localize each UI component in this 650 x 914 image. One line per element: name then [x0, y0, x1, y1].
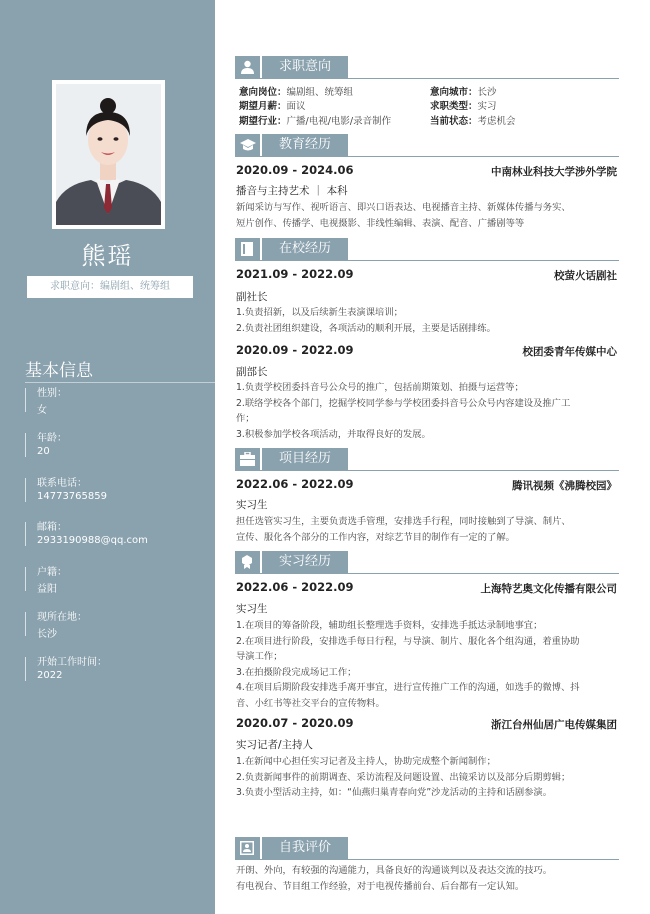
- paragraph-line: 音、小红书等社交平台的宣传物料。: [236, 697, 385, 709]
- section-title: 自我评价: [262, 837, 348, 859]
- section-header-internship: [235, 551, 348, 573]
- project-org: 腾讯视频《沸腾校园》: [512, 480, 617, 492]
- intent-label: 当前状态：: [430, 116, 478, 127]
- paragraph-line: 有电视台、节目组工作经验，对于电视传播前台、后台都有一定认知。: [236, 880, 525, 892]
- intent-value: 实习: [477, 101, 497, 112]
- info-label: 户籍：: [37, 567, 67, 578]
- section-title: 在校经历: [262, 238, 348, 260]
- paragraph-line: 作；: [236, 413, 255, 424]
- section-rule: [235, 859, 619, 860]
- info-label: 性别：: [37, 388, 67, 399]
- intent-row-1: [239, 84, 353, 98]
- intent-label: 意向城市：: [430, 87, 478, 98]
- project-desc: [236, 514, 621, 545]
- info-bar: [25, 522, 26, 546]
- candidate-name: 熊瑶: [81, 242, 134, 270]
- education-courses: [236, 200, 621, 231]
- book-icon: [235, 238, 260, 260]
- intent-value: 考虑机会: [477, 116, 516, 127]
- info-value: 2933190988@qq.com: [37, 535, 148, 546]
- briefcase-icon: [235, 448, 260, 470]
- intent-row-2-right: [430, 98, 497, 112]
- basic-info-divider: [25, 382, 215, 383]
- campus-2-role: 副部长: [236, 366, 268, 378]
- paragraph-line: 2.负责社团组织建设，各项活动的顺利开展，主要是话剧排练。: [236, 322, 496, 334]
- paragraph-line: 4.在项目后期阶段安排选手离开事宜，进行宣传推广工作的沟通，如选手的微博、抖: [236, 682, 580, 693]
- intent-value: 长沙: [477, 87, 497, 98]
- internship-2-date: 2020.07 - 2020.09: [236, 716, 354, 730]
- paragraph-line: 1.负责学校团委抖音号公众号的推广，包括前期策划、拍摄与运营等；: [236, 382, 524, 393]
- basic-info-title: 基本信息: [25, 361, 93, 381]
- intent-value: 面议: [286, 101, 306, 112]
- info-value: 益阳: [37, 584, 57, 595]
- campus-1-role: 副社长: [236, 291, 268, 303]
- paragraph-line: 导演工作；: [236, 651, 283, 662]
- internship-1-role: 实习生: [236, 603, 268, 615]
- sidebar: [0, 0, 215, 914]
- intent-label: 期望行业：: [239, 116, 287, 127]
- photo-frame: [52, 80, 165, 229]
- info-bar: [25, 612, 26, 636]
- paragraph-line: 2.负责新闻事件的前期调查、采访流程及问题设置、出镜采访以及部分后期剪辑；: [236, 771, 571, 783]
- person-card-icon: [235, 837, 260, 859]
- paragraph-line: 1.在新闻中心担任实习记者及主持人，协助完成整个新闻制作；: [236, 756, 496, 767]
- section-title: 教育经历: [262, 134, 348, 156]
- section-title: 项目经历: [262, 448, 348, 470]
- paragraph-line: 开朗、外向，有较强的沟通能力，具备良好的沟通谈判以及表达交流的技巧。: [236, 865, 553, 876]
- intent-label: 意向岗位：: [239, 87, 287, 98]
- job-intent-summary: 求职意向：编剧组、统筹组: [27, 276, 193, 298]
- section-rule: [235, 78, 619, 79]
- info-label: 开始工作时间：: [37, 657, 107, 668]
- section-header-project: [235, 448, 348, 470]
- internship-2-org: 浙江台州仙居广电传媒集团: [491, 719, 617, 731]
- paragraph-line: 3.在拍摄阶段完成场记工作；: [236, 666, 357, 678]
- info-value: 20: [37, 446, 50, 457]
- info-bar: [25, 388, 26, 412]
- user-icon: [235, 56, 260, 78]
- info-value: 2022: [37, 670, 63, 681]
- info-value: 14773765859: [37, 491, 107, 502]
- campus-1-org: 校萤火话剧社: [554, 270, 617, 282]
- section-header-education: [235, 134, 348, 156]
- info-value: 女: [37, 405, 47, 416]
- education-major: 播音与主持艺术 ｜ 本科: [236, 185, 348, 197]
- paragraph-line: 3.负责小型活动主持，如：“仙燕归巢青春向党”沙龙活动的主持和话剧参演。: [236, 787, 553, 798]
- paragraph-line: 3.积极参加学校各项活动，并取得良好的发展。: [236, 428, 431, 440]
- section-rule: [235, 573, 619, 574]
- intent-row-1-right: [430, 84, 497, 98]
- section-title: 实习经历: [262, 551, 348, 573]
- section-header-intent: [235, 56, 348, 78]
- intent-label: 求职类型：: [430, 101, 478, 112]
- paragraph-line: 宣传、服化各个部分的工作内容，对综艺节目的制作有一定的了解。: [236, 531, 515, 543]
- paragraph-line: 新闻采访与写作、视听语言、即兴口语表达、电视播音主持、新媒体传播与务实、: [236, 202, 571, 213]
- info-label: 联系电话：: [37, 478, 87, 489]
- section-header-self-eval: [235, 837, 348, 859]
- education-date: 2020.09 - 2024.06: [236, 163, 354, 177]
- internship-1-date: 2022.06 - 2022.09: [236, 580, 354, 594]
- section-rule: [235, 156, 619, 157]
- info-bar: [25, 567, 26, 591]
- paragraph-line: 短片创作、传播学、电视摄影、非线性编辑、表演、配音、广播剧等等: [236, 217, 525, 229]
- internship-1-org: 上海特艺奥文化传播有限公司: [480, 583, 617, 595]
- intent-row-2: [239, 98, 306, 112]
- certificate-icon: [235, 551, 260, 573]
- info-bar: [25, 478, 26, 502]
- campus-2-date: 2020.09 - 2022.09: [236, 343, 354, 357]
- intent-value: 编剧组、统筹组: [286, 87, 354, 98]
- main-content: [215, 0, 650, 914]
- campus-1-desc: [236, 305, 621, 336]
- profile-photo: [56, 84, 161, 225]
- paragraph-line: 担任选管实习生，主要负责选手管理，安排选手行程，同时接触到了导演、制片、: [236, 516, 571, 527]
- intent-row-3: [239, 113, 391, 127]
- section-title: 求职意向: [262, 56, 348, 78]
- paragraph-line: 1.在项目的筹备阶段，辅助组长整理选手资料，安排选手抵达录制地事宜；: [236, 620, 543, 631]
- section-rule: [235, 470, 619, 471]
- paragraph-line: 2.在项目进行阶段，安排选手每日行程，与导演、制片、服化各个组沟通，着重协助: [236, 635, 580, 647]
- project-date: 2022.06 - 2022.09: [236, 477, 354, 491]
- info-label: 年龄：: [37, 433, 67, 444]
- paragraph-line: 1.负责招新，以及后续新生表演课培训；: [236, 307, 403, 318]
- info-label: 现所在地：: [37, 612, 87, 623]
- intent-row-3-right: [430, 113, 516, 127]
- intent-label: 期望月薪：: [239, 101, 287, 112]
- internship-2-desc: [236, 754, 621, 801]
- section-rule: [235, 260, 619, 261]
- intent-value: 广播/电视/电影/录音制作: [286, 116, 392, 127]
- info-value: 长沙: [37, 629, 57, 640]
- campus-1-date: 2021.09 - 2022.09: [236, 267, 354, 281]
- project-role: 实习生: [236, 499, 268, 511]
- graduation-cap-icon: [235, 134, 260, 156]
- info-bar: [25, 657, 26, 681]
- info-bar: [25, 433, 26, 457]
- info-label: 邮箱：: [37, 522, 67, 533]
- campus-2-org: 校团委青年传媒中心: [522, 346, 617, 358]
- education-school: 中南林业科技大学涉外学院: [491, 166, 617, 178]
- internship-2-role: 实习记者/主持人: [236, 739, 314, 751]
- section-header-campus: [235, 238, 348, 260]
- paragraph-line: 2.联络学校各个部门，挖掘学校同学参与学校团委抖音号公众号内容建设及推广工: [236, 397, 571, 409]
- self-eval-text: [236, 863, 621, 894]
- internship-1-desc: [236, 618, 621, 711]
- campus-2-desc: [236, 380, 621, 442]
